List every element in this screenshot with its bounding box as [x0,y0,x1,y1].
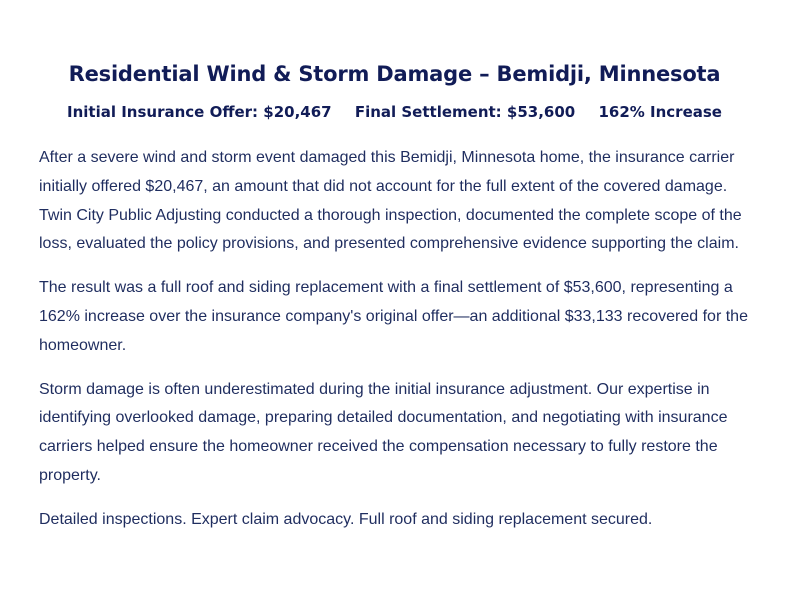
page-title: Residential Wind & Storm Damage – Bemidji, Minnesota [68,62,721,87]
paragraph-intro: After a severe wind and storm event damaged this Bemidji, Minnesota home, the insurance carrier initially offered $20,467, an amount that did not account for the full extent of the covered damage. Twin City Public Adjusting conducted a thorough inspection, documented the complete scope of the loss, evaluated the policy provisions, and presented comprehensive evidence supporting the claim. [39,149,742,253]
final-settlement-stat: Final Settlement: $53,600 [354,103,576,121]
article-body [39,144,751,550]
settlement-stats [0,103,789,121]
increase-stat: 162% Increase [598,103,722,121]
paragraph-expertise: Storm damage is often underestimated during the initial insurance adjustment. Our expertise in identifying overlooked damage, preparing detailed documentation, and negotiating with insurance carriers helped ensure the homeowner received the compensation necessary to fully restore the property. [39,380,728,484]
initial-offer-stat: Initial Insurance Offer: $20,467 [67,103,332,121]
paragraph-result: The result was a full roof and siding replacement with a final settlement of $53,600, representing a 162% increase over the insurance company's original offer—an additional $33,133 recovered for the homeowner. [39,279,748,354]
paragraph-summary: Detailed inspections. Expert claim advocacy. Full roof and siding replacement secured. [39,510,653,528]
